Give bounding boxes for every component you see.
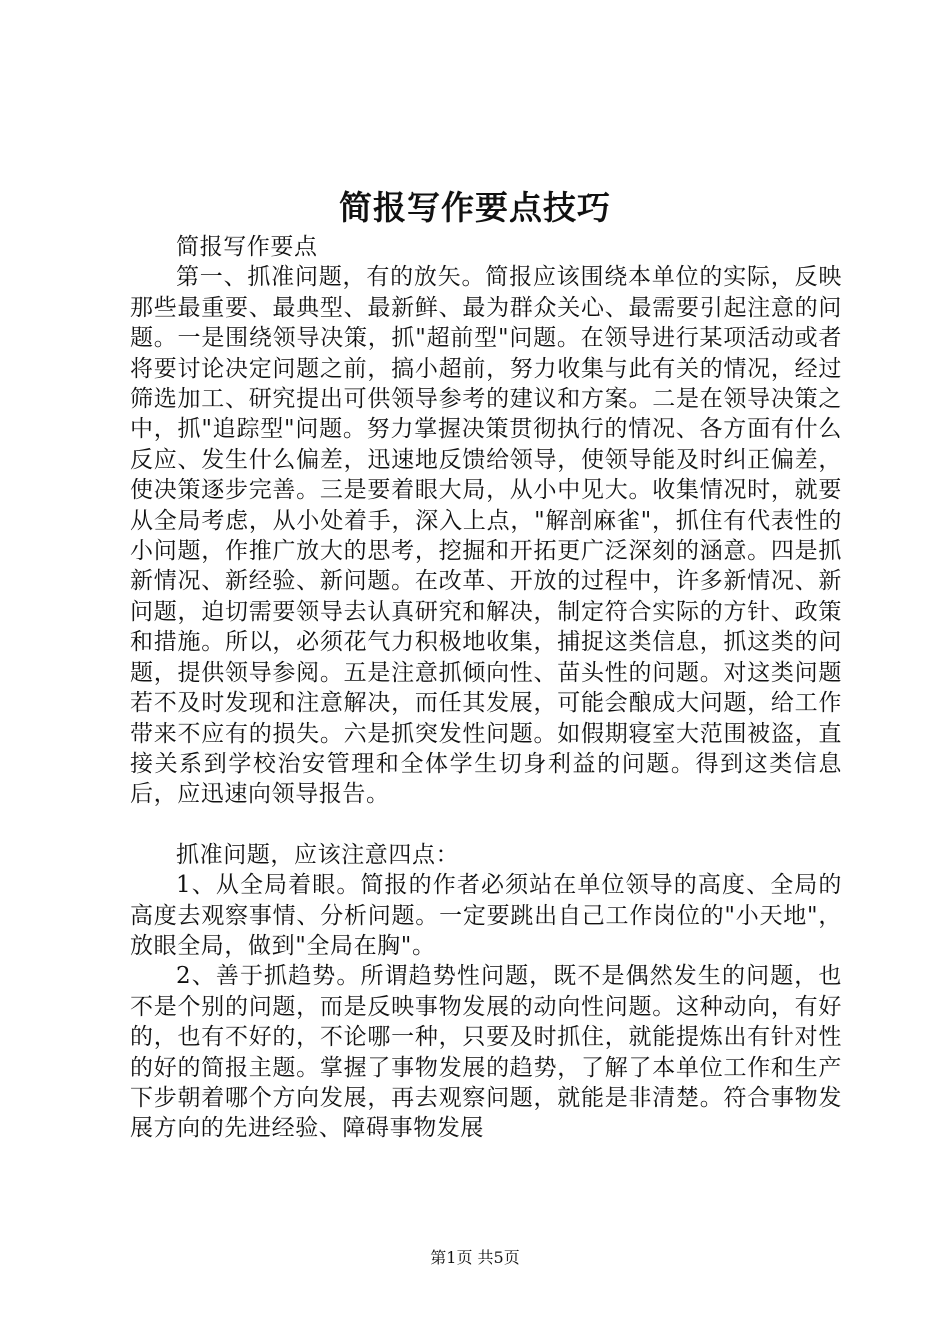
paragraph-1: 第一、抓准问题，有的放矢。简报应该围绕本单位的实际，反映那些最重要、最典型、最新鲜、最为群众关心、最需要引起注意的问题。一是围绕领导决策，抓"超前型"问题。在领导进行某项活动或者将要讨论决定问题之前，搞小超前，努力收集与此有关的情况，经过筛选加工、研究提出可供领导参考的建议和方案。二是在领导决策之中，抓"追踪型"问题。努力掌握决策贯彻执行的情况、各方面有什么反应、发生什么偏差，迅速地反馈给领导，使领导能及时纠正偏差，使决策逐步完善。三是要着眼大局，从小中见大。收集情况时，就要从全局考虑，从小处着手，深入上点，"解剖麻雀"，抓住有代表性的小问题，作推广放大的思考，挖掘和开拓更广泛深刻的涵意。四是抓新情况、新经验、新问题。在改革、开放的过程中，许多新情况、新问题，迫切需要领导去认真研究和解决，制定符合实际的方针、政策和措施。所以，必须花气力积极地收集，捕捉这类信息，抓这类的问题，提供领导参阅。五是注意抓倾向性、苗头性的问题。对这类问题若不及时发现和注意解决，而任其发展，可能会酿成大问题，给工作带来不应有的损失。六是抓突发性问题。如假期寝室大范围被盗，直接关系到学校治安管理和全体学生切身利益的问题。得到这类信息后，应迅速向领导报告。 xyxy=(130,264,842,808)
paragraph-3: 2、善于抓趋势。所谓趋势性问题，既不是偶然发生的问题，也不是个别的问题，而是反映事物发展的动向性问题。这种动向，有好的，也有不好的，不论哪一种，只要及时抓住，就能提炼出有针对性的好的简报主题。掌握了事物发展的趋势，了解了本单位工作和生产下步朝着哪个方向发展，再去观察问题，就能是非清楚。符合事物发展方向的先进经验、障碍事物发展 xyxy=(130,963,842,1142)
section-subheading: 简报写作要点 xyxy=(176,234,318,260)
paragraph-gap xyxy=(130,810,842,840)
section-subheading-2: 抓准问题，应该注意四点： xyxy=(176,841,460,868)
document-body xyxy=(130,232,842,1144)
page-number-footer: 第1页 共5页 xyxy=(430,1248,520,1267)
paragraph-2: 1、从全局着眼。简报的作者必须站在单位领导的高度、全局的高度去观察事情、分析问题。一定要跳出自己工作岗位的"小天地"，放眼全局，做到"全局在胸"。 xyxy=(130,872,842,959)
document-title: 简报写作要点技巧 xyxy=(339,188,611,227)
